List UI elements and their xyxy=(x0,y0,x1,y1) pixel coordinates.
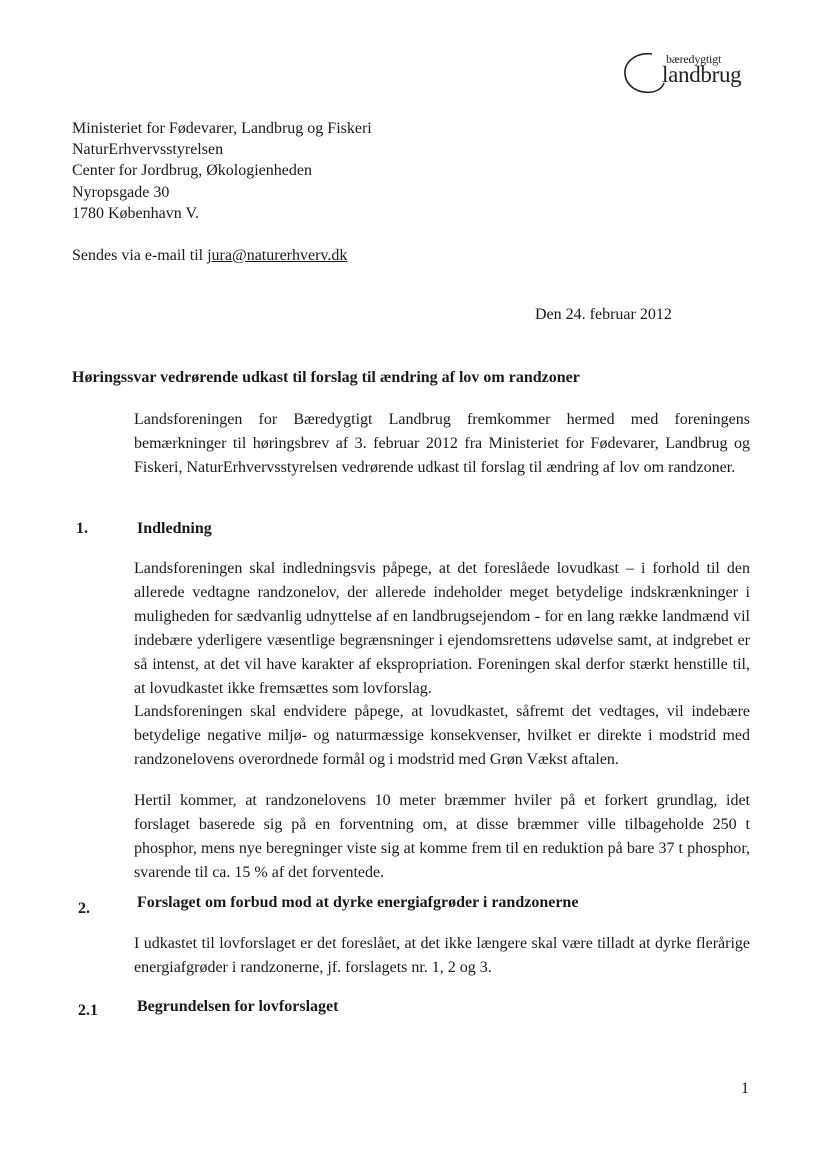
section-number: 1. xyxy=(76,520,88,537)
section-paragraph: Landsforeningen skal endvidere påpege, at lovudkastet, såfremt det vedtages, vil indebære betydelige negative miljø- og naturmæssige konsekvenser, hvilket er direkte i modstrid med randzonelovens overordnede formål og i modstrid med Grøn Vækst aftalen. xyxy=(134,703,750,768)
section-paragraph: I udkastet til lovforslaget er det foreslået, at det ikke længere skal være tilladt at dyrke flerårige energiafgrøder i randzonerne, jf. forslagets nr. 1, 2 og 3. xyxy=(134,935,750,976)
send-note xyxy=(72,247,347,265)
section-heading: Forslaget om forbud mod at dyrke energiafgrøder i randzonerne xyxy=(137,894,579,911)
section-paragraph: Landsforeningen skal indledningsvis påpege, at det foreslåede lovudkast – i forhold til den allerede vedtagne randzonelov, der allerede indeholder meget betydelige indskrænkninger i muligheden for sædvanlig udnyttelse af en landbrugsejendom - for en lang række landmænd vil indebære yderligere væsentlige begrænsninger i ejendomsrettens udøvelse samt, at indgrebet er så intenst, at det vil have karakter af ekspropriation. Foreningen skal derfor stærkt henstille til, at lovudkastet ikke fremsættes som lovforslag. xyxy=(134,560,750,697)
email-link[interactable]: jura@naturerhverv.dk xyxy=(207,247,348,264)
letter-title: Høringssvar vedrørende udkast til forslag til ændring af lov om randzoner xyxy=(72,369,580,386)
letter-date: Den 24. februar 2012 xyxy=(535,306,672,323)
logo-text-big: landbrug xyxy=(662,62,742,87)
address-line: 1780 København V. xyxy=(72,204,199,222)
section-heading: Begrundelsen for lovforslaget xyxy=(137,998,339,1015)
section-number: 2.1 xyxy=(78,1002,98,1019)
address-line: Center for Jordbrug, Økologienheden xyxy=(72,162,312,180)
page-number: 1 xyxy=(741,1080,749,1097)
logo-text-small: bæredygtigt xyxy=(666,52,722,66)
section-paragraph: Hertil kommer, at randzonelovens 10 meter bræmmer hviler på et forkert grundlag, idet forslaget baserede sig på en forventning om, at disse bræmmer ville tilbageholde 250 t phosphor, mens nye beregninger viste sig at komme frem til en reduktion på bare 37 t phosphor, svarende til ca. 15 % af det forventede. xyxy=(134,792,750,881)
address-line: Nyropsgade 30 xyxy=(72,183,170,201)
send-note-prefix: Sendes via e-mail til xyxy=(72,247,208,264)
section-number: 2. xyxy=(78,900,90,917)
section-heading: Indledning xyxy=(137,520,212,537)
intro-paragraph: Landsforeningen for Bæredygtigt Landbrug fremkommer hermed med foreningens bemærkninger til høringsbrev af 3. februar 2012 fra Ministeriet for Fødevarer, Landbrug og Fiskeri, NaturErhvervsstyrelsen vedrørende udkast til forslag til ændring af lov om randzoner. xyxy=(134,411,750,476)
recipient-address xyxy=(72,118,372,224)
address-line: NaturErhvervsstyrelsen xyxy=(72,141,224,159)
address-line: Ministeriet for Fødevarer, Landbrug og Fiskeri xyxy=(72,120,372,137)
baeredygtigt-landbrug-logo xyxy=(622,48,752,96)
